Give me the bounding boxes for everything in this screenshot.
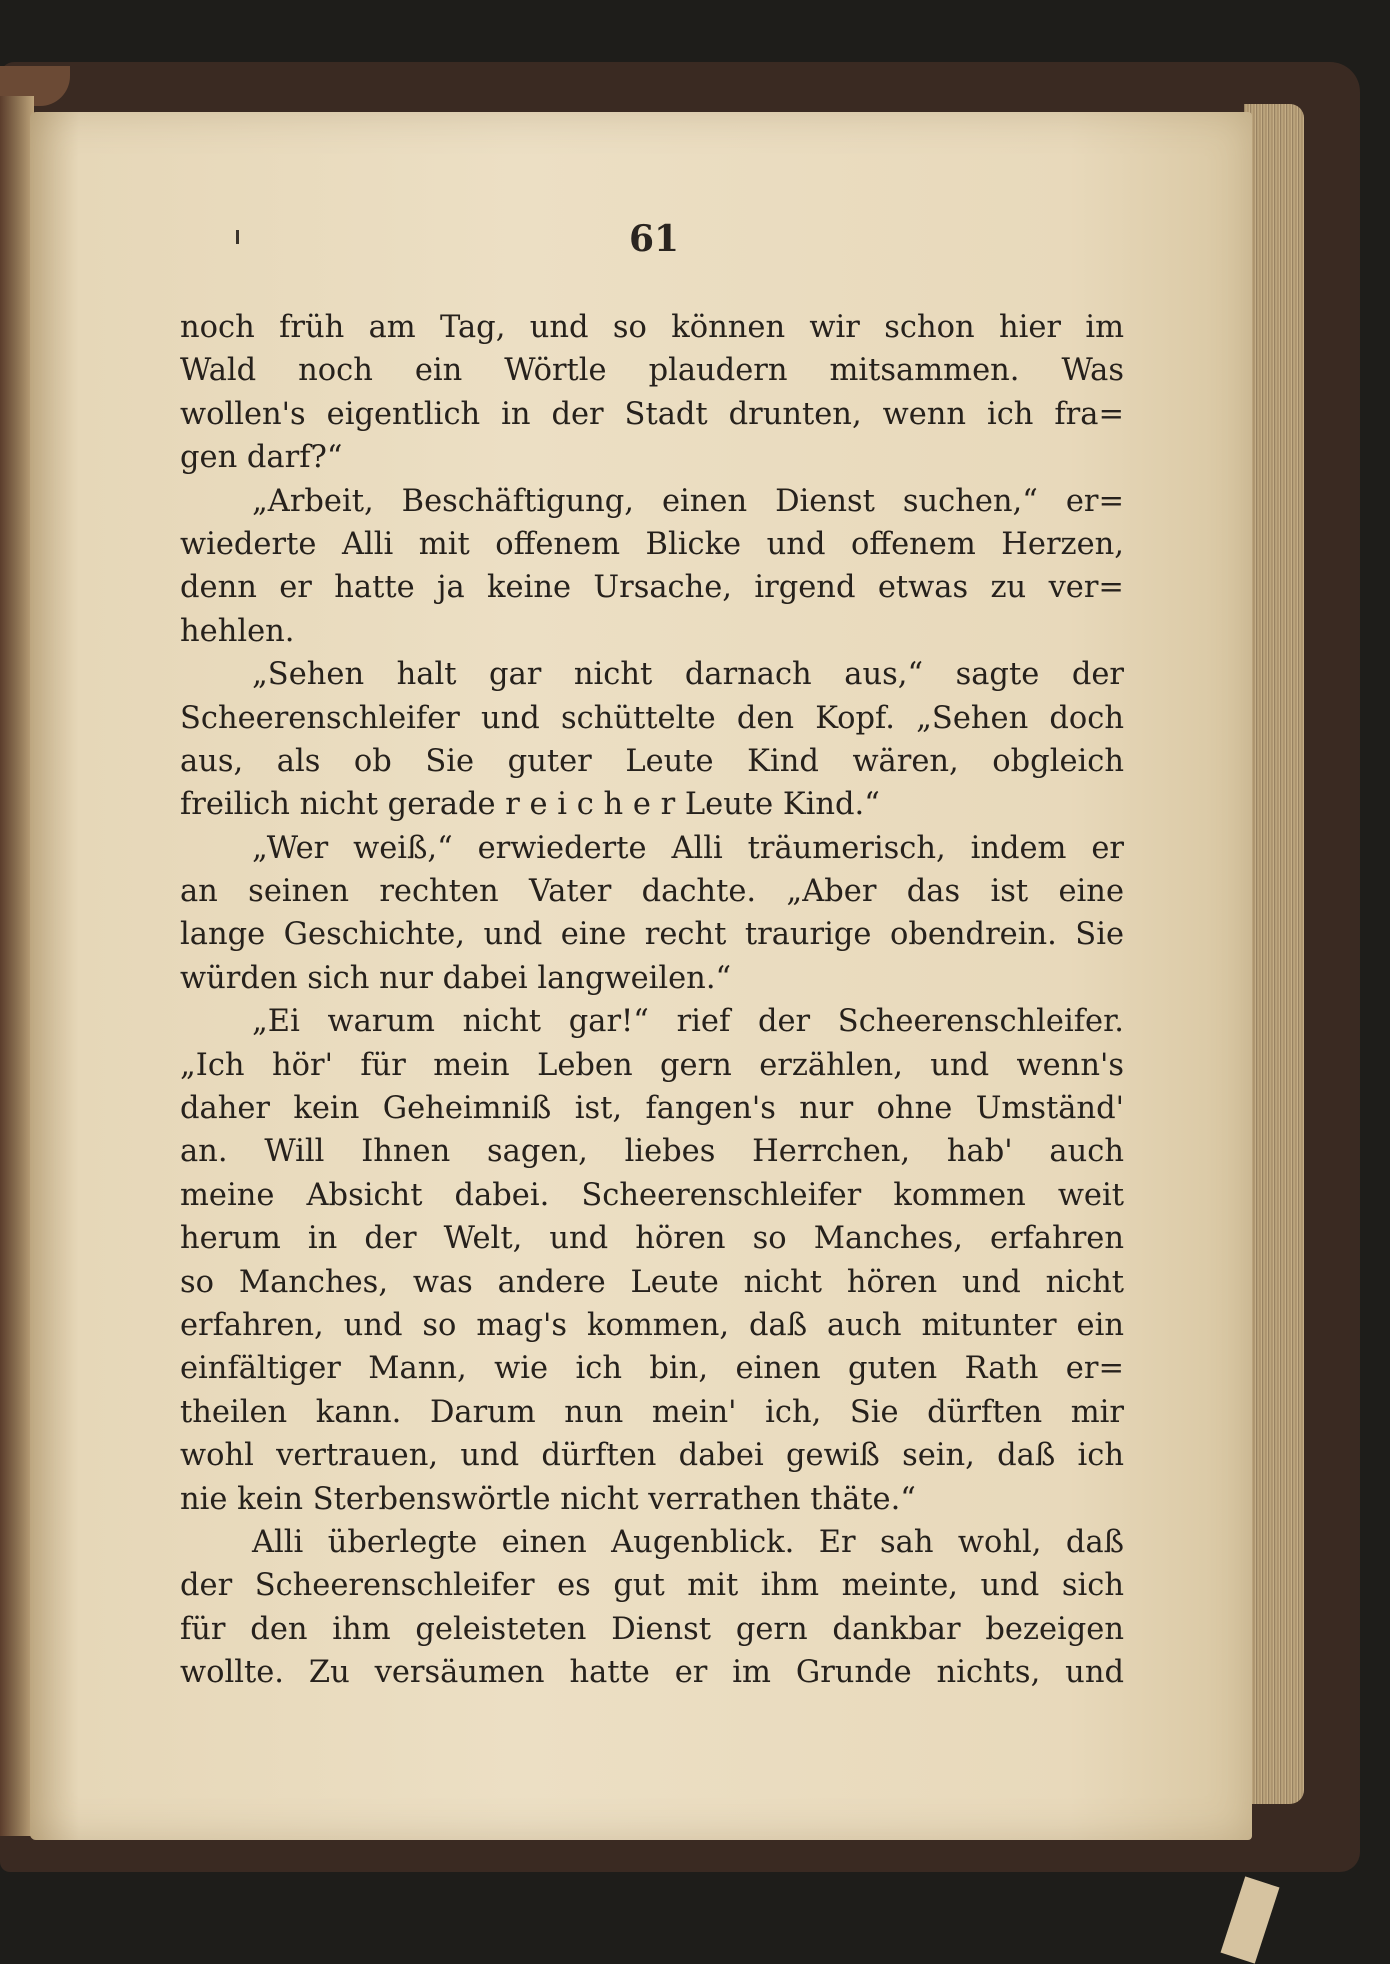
text-line: daher kein Geheimniß ist, fangen's nur ohne Umständ' <box>180 1091 1124 1127</box>
text-line: theilen kann. Darum nun mein' ich, Sie dürften mir <box>180 1394 1124 1430</box>
text-line: „Sehen halt gar nicht darnach aus,“ sagte der <box>252 657 1124 693</box>
text-line: herum in der Welt, und hören so Manches, erfahren <box>180 1221 1124 1257</box>
text-line: Scheerenschleifer und schüttelte den Kopf. „Sehen doch <box>180 700 1124 736</box>
text-line: „Arbeit, Beschäftigung, einen Dienst suchen,“ er= <box>252 483 1124 519</box>
text-line: wollen's eigentlich in der Stadt drunten, wenn ich fra= <box>180 396 1124 432</box>
text-line: für den ihm geleisteten Dienst gern dankbar bezeigen <box>180 1611 1124 1647</box>
text-line: noch früh am Tag, und so können wir schon hier im <box>180 310 1124 345</box>
text-line: „Ich hör' für mein Leben gern erzählen, und wenn's <box>180 1047 1124 1083</box>
text-line: lange Geschichte, und eine recht traurige obendrein. Sie <box>180 917 1124 953</box>
text-line: wiederte Alli mit offenem Blicke und offenem Herzen, <box>180 526 1124 562</box>
text-line: wollte. Zu versäumen hatte er im Grunde nichts, und <box>180 1655 1124 1691</box>
text-line: wohl vertrauen, und dürften dabei gewiß sein, daß ich <box>180 1438 1124 1474</box>
previous-page-edge <box>0 96 34 1836</box>
page-number: 61 <box>628 218 680 260</box>
text-line: der Scheerenschleifer es gut mit ihm meinte, und sich <box>180 1568 1124 1604</box>
text-line: Wald noch ein Wörtle plaudern mitsammen. Was <box>180 353 1124 389</box>
text-line: an seinen rechten Vater dachte. „Aber das ist eine <box>180 874 1124 910</box>
text-line: aus, als ob Sie guter Leute Kind wären, obgleich <box>180 743 1124 779</box>
text-line: „Wer weiß,“ erwiederte Alli träumerisch, indem er <box>252 830 1124 866</box>
text-line: Alli überlegte einen Augenblick. Er sah wohl, daß <box>252 1524 1124 1560</box>
page-stack-edge <box>1244 104 1304 1804</box>
text-line: nie kein Sterbenswörtle nicht verrathen thäte.“ <box>180 1481 916 1517</box>
page-body-text <box>180 306 1124 1695</box>
text-line: würden sich nur dabei langweilen.“ <box>180 960 732 996</box>
bookmark-strip <box>1221 1876 1280 1963</box>
text-line: so Manches, was andere Leute nicht hören und nicht <box>180 1264 1124 1300</box>
text-line: meine Absicht dabei. Scheerenschleifer kommen weit <box>180 1177 1124 1213</box>
text-line: gen darf?“ <box>180 440 343 476</box>
text-line: denn er hatte ja keine Ursache, irgend etwas zu ver= <box>180 570 1124 606</box>
text-line: an. Will Ihnen sagen, liebes Herrchen, hab' auch <box>180 1134 1124 1170</box>
text-line: hehlen. <box>180 613 295 649</box>
text-line: „Ei warum nicht gar!“ rief der Scheerenschleifer. <box>252 1004 1124 1040</box>
text-line: erfahren, und so mag's kommen, daß auch mitunter ein <box>180 1307 1124 1343</box>
print-mark <box>236 230 239 244</box>
text-line: einfältiger Mann, wie ich bin, einen guten Rath er= <box>180 1351 1124 1387</box>
text-line: freilich nicht gerade r e i c h e r Leute Kind.“ <box>180 787 880 823</box>
